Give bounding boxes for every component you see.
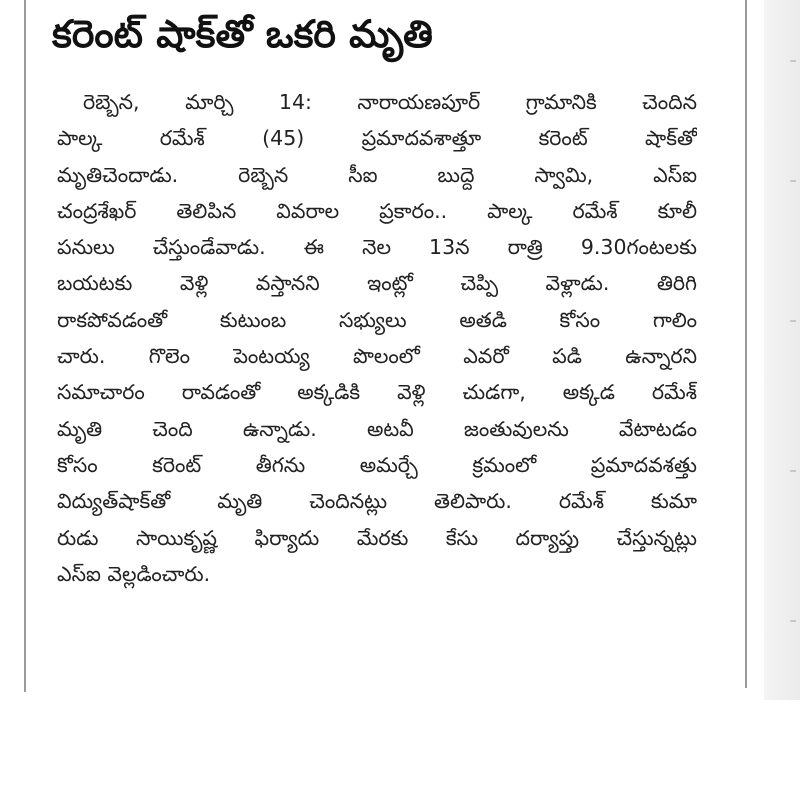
article-line: చారు. గొలెం పెంటయ్య పొలంలో ఎవరో పడి ఉన్నారని [57,344,697,369]
article-line: రాకపోవడంతో కుటుంబ సభ్యులు అతడి కోసం గాలిం [57,307,697,332]
article-line: చంద్రశేఖర్ తెలిపిన వివరాల ప్రకారం.. పాల్క రమేశ్ కూలీ [57,198,697,223]
article-line: కోసం కరెంట్ తీగను అమర్చే క్రమంలో ప్రమాదవశత్తు [57,452,697,477]
column-rule-right [745,0,747,688]
edge-mark [790,620,796,622]
article-line: ఎస్ఐ వెల్లడించారు. [57,561,211,586]
article-body [57,84,697,592]
article-line: బయటకు వెళ్లి వస్తానని ఇంట్లో చెప్పి వెళ్లాడు. తిరిగి [57,271,697,296]
column-rule-left [24,0,26,692]
edge-mark [790,320,796,322]
article-line: మృతిచెందాడు. రెబ్బెన సీఐ బుద్దె స్వామి, ఎస్ఐ [57,162,697,187]
edge-mark [790,180,796,182]
edge-mark [790,470,796,472]
article-line: విద్యుత్‌షాక్‌తో మృతి చెందినట్లు తెలిపారు. రమేశ్ కుమా [57,489,697,514]
article-line: సమాచారం రావడంతో అక్కడికి వెళ్లి చుడగా, అక్కడ రమేశ్ [57,380,697,405]
article-line: మృతి చెంది ఉన్నాడు. అటవీ జంతువులను వేటాటడం [57,416,697,441]
edge-mark [790,60,796,62]
adjacent-column-edge [764,0,800,700]
article-line: పనులు చేస్తుండేవాడు. ఈ నెల 13న రాత్రి 9.30గంటలకు [57,235,697,260]
article-line: రెబ్బెన, మార్చి 14: నారాయణపూర్ గ్రామానికి చెందిన [83,90,697,114]
article-line: పాల్క రమేశ్ (45) ప్రమాదవశాత్తూ కరెంట్ షాక్‌తో [57,126,697,151]
article-line: రుడు సాయికృష్ణ ఫిర్యాదు మేరకు కేసు దర్యాప్తు చేస్తున్నట్లు [57,525,697,550]
article-headline: కరెంట్ షాక్‌తో ఒకరి మృతి [52,12,433,56]
